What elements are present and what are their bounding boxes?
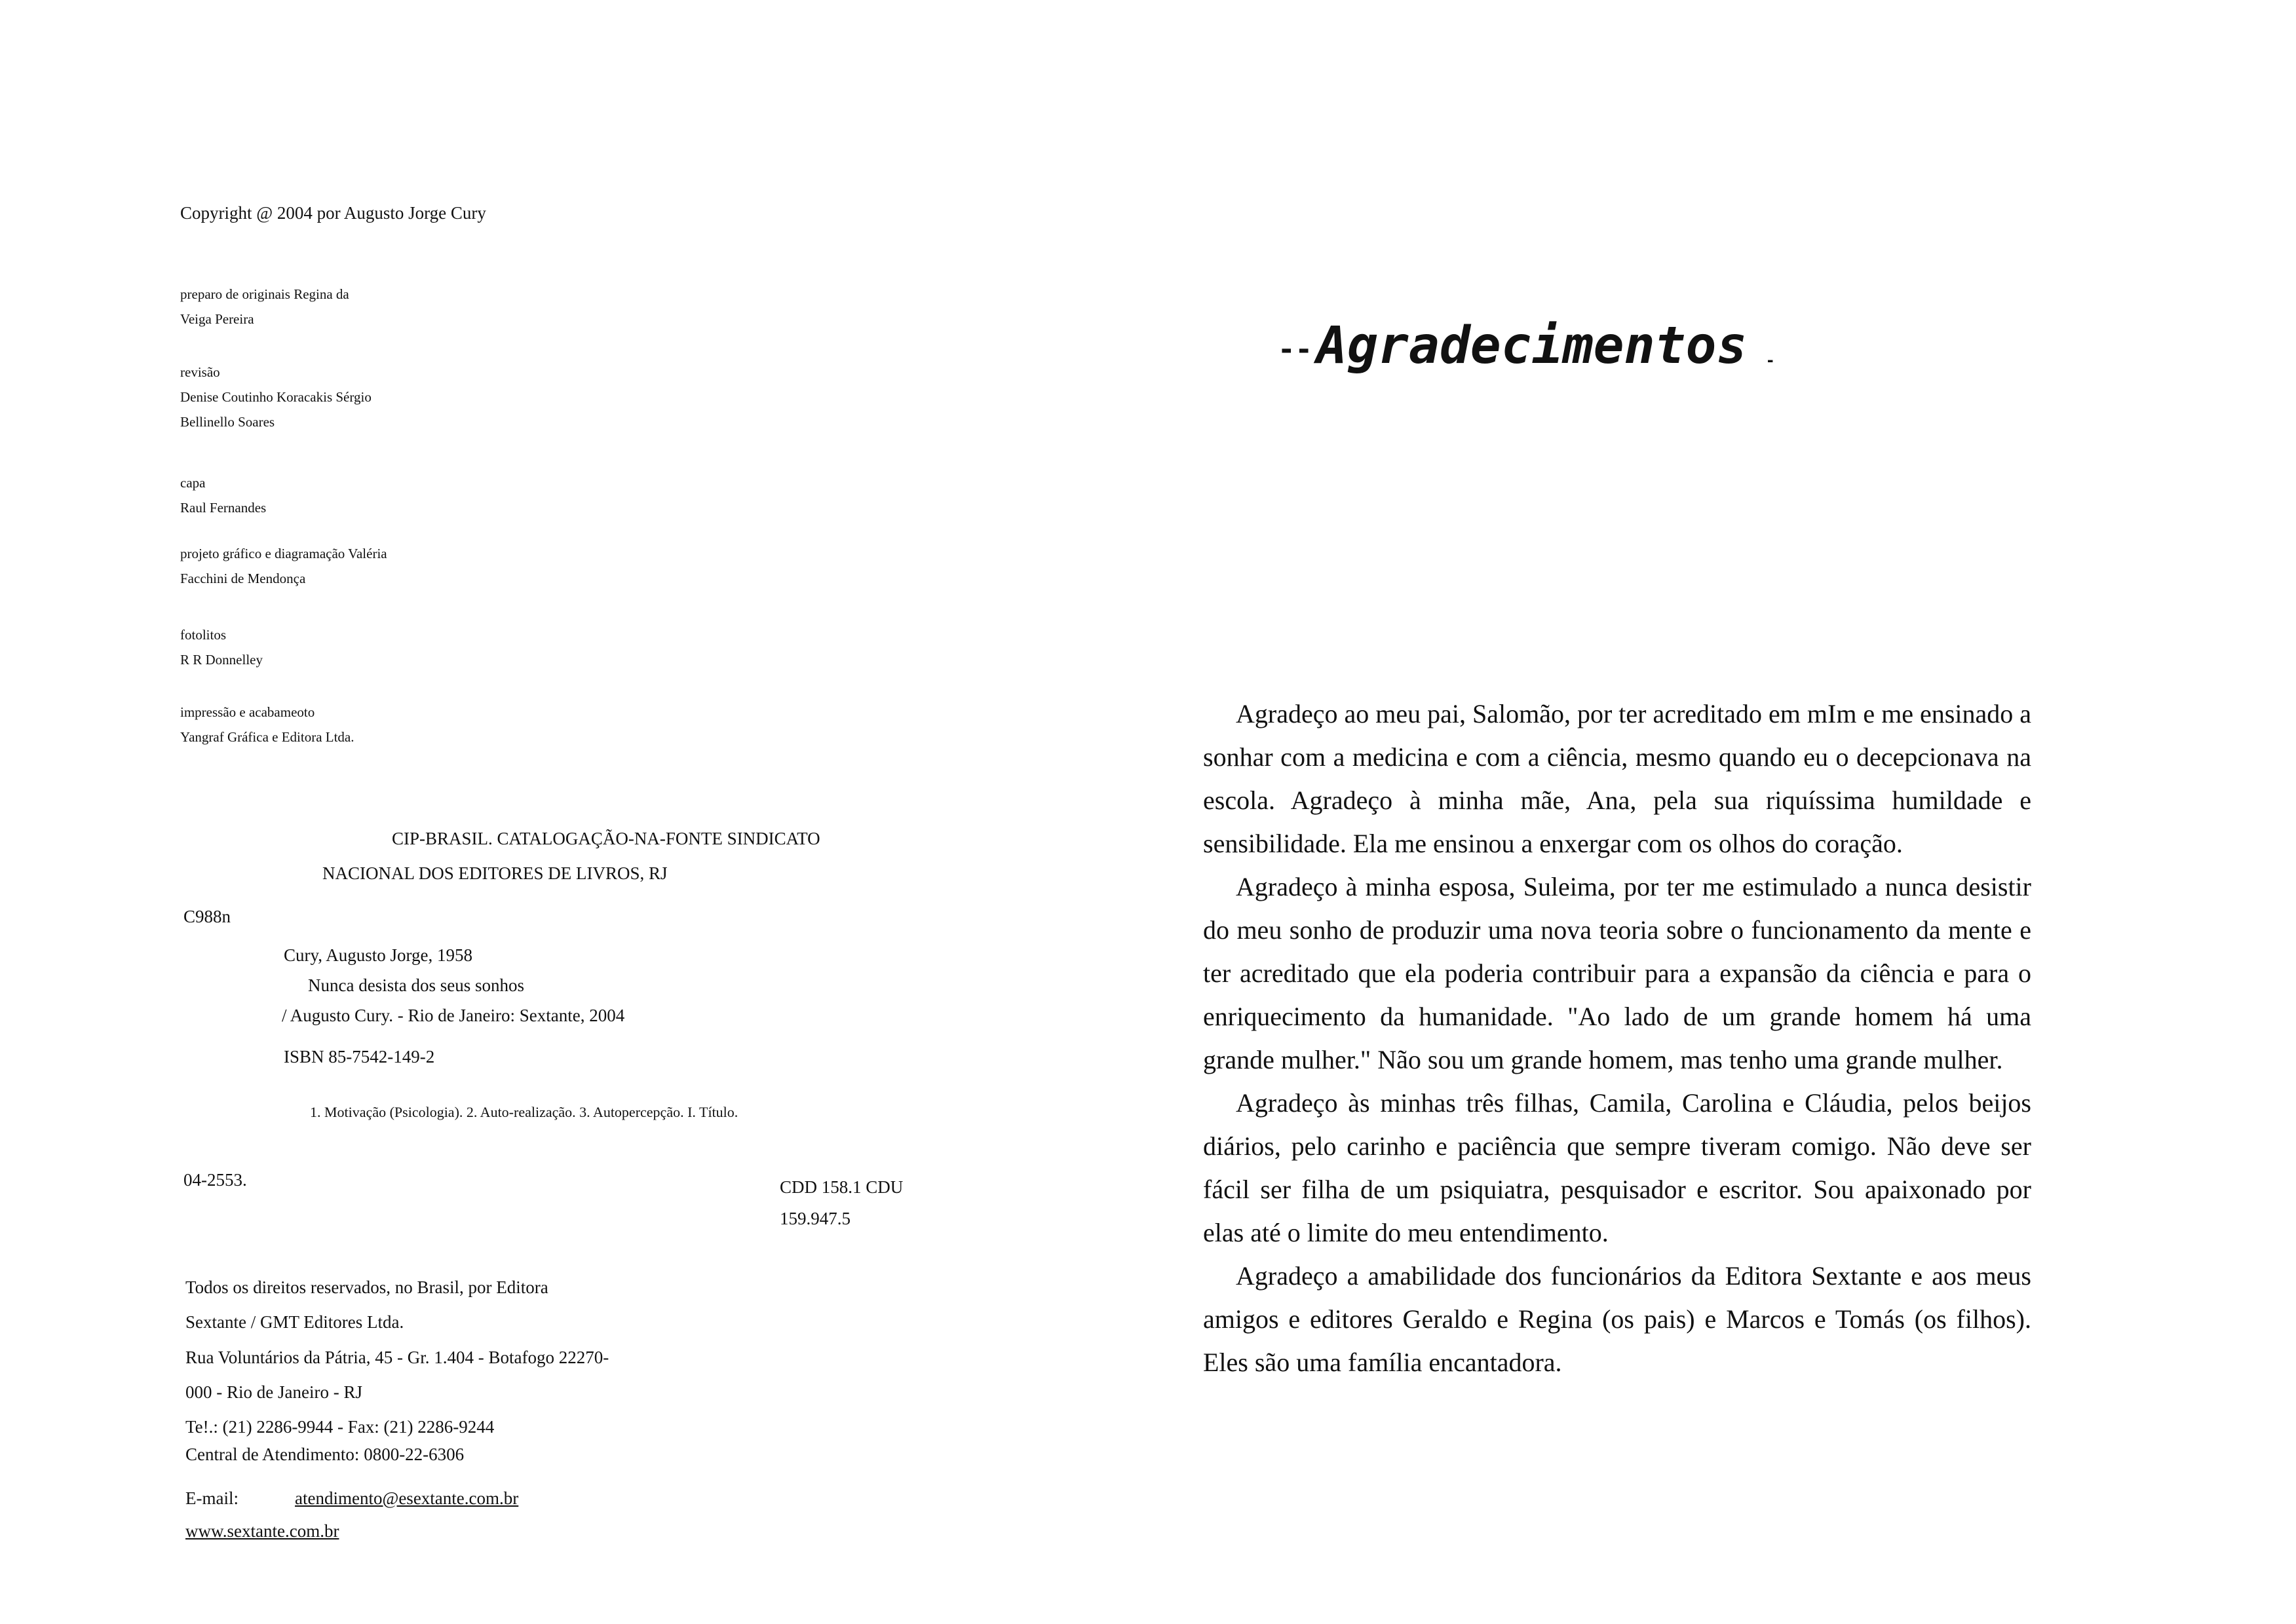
paragraph: Agradeço às minhas três filhas, Camila, Carolina e Cláudia, pelos beijos diários, pelo carinho e paciência que sempre tiveram comigo. Não deve ser fácil ser filha de um psiquiatra, pesquisador e escritor. Sou apaixonado por elas até o limite do meu entendimento. (1203, 1088, 2031, 1247)
credit-block-revisao (180, 360, 372, 434)
title-text: Agradecimentos (1316, 316, 1748, 375)
cip-subjects: 1. Motivação (Psicologia). 2. Auto-realização. 3. Autopercepção. I. Título. (310, 1104, 738, 1120)
email-label: E-mail: (185, 1488, 239, 1508)
email-link[interactable]: atendimento@esextante.com.br (295, 1488, 519, 1508)
paragraph: Agradeço ao meu pai, Salomão, por ter acreditado em mIm e me ensinado a sonhar com a medicina e com a ciência, mesmo quando eu o decepcionava na escola. Agradeço à minha mãe, Ana, pela sua riquíssima humildade e sensibilidade. Ela me ensinou a enxergar com os olhos do coração. (1203, 699, 2031, 858)
cip-imprint: / Augusto Cury. - Rio de Janeiro: Sextante, 2004 (282, 1006, 625, 1025)
credit-line: Yangraf Gráfica e Editora Ltda. (180, 729, 354, 745)
rights-central: Central de Atendimento: 0800-22-6306 (185, 1445, 465, 1464)
credit-block-fotolitos (180, 622, 263, 672)
credit-line: capa (180, 475, 206, 491)
cip-book-title: Nunca desista dos seus sonhos (308, 975, 524, 995)
title-prefix: -- (1278, 333, 1312, 366)
rights-line2: Sextante / GMT Editores Ltda. (185, 1312, 404, 1332)
rights-line1: Todos os direitos reservados, no Brasil, por Editora (185, 1277, 548, 1297)
credit-line: Denise Coutinho Koracakis Sérgio (180, 389, 372, 405)
rights-line4: 000 - Rio de Janeiro - RJ (185, 1382, 362, 1402)
credit-block-preparo (180, 282, 349, 331)
copyright-line: Copyright @ 2004 por Augusto Jorge Cury (180, 203, 486, 223)
cip-number: 04-2553. (183, 1170, 247, 1190)
cip-isbn: ISBN 85-7542-149-2 (284, 1047, 435, 1067)
credit-block-projeto (180, 541, 387, 591)
cip-code: C988n (183, 907, 231, 926)
website-link[interactable]: www.sextante.com.br (185, 1521, 339, 1541)
credit-line: Raul Fernandes (180, 500, 267, 516)
credit-line: impressão e acabameoto (180, 704, 315, 720)
credit-line: Bellinello Soares (180, 414, 275, 430)
cip-cdd-line1: CDD 158.1 CDU (780, 1177, 904, 1197)
rights-phone: Te!.: (21) 2286-9944 - Fax: (21) 2286-9244 (185, 1417, 495, 1437)
cip-heading-line2: NACIONAL DOS EDITORES DE LIVROS, RJ (322, 863, 668, 883)
credit-block-capa (180, 470, 266, 520)
cip-cdd-line2: 159.947.5 (780, 1209, 851, 1228)
credit-block-impressao (180, 700, 354, 749)
credit-line: preparo de originais Regina da (180, 286, 349, 302)
credit-line: revisão (180, 364, 220, 380)
title-suffix: - (1765, 351, 1775, 369)
credit-line: Facchini de Mendonça (180, 571, 306, 586)
paragraph: Agradeço a amabilidade dos funcionários da Editora Sextante e aos meus amigos e editores Geraldo e Regina (os pais) e Marcos e Tomás (os filhos). Eles são uma família encantadora. (1203, 1261, 2031, 1377)
acknowledgements-body (1203, 692, 2031, 1384)
credit-line: R R Donnelley (180, 652, 263, 668)
cip-heading-line1: CIP-BRASIL. CATALOGAÇÃO-NA-FONTE SINDICATO (392, 829, 820, 848)
credit-line: Veiga Pereira (180, 311, 254, 327)
page-title (1278, 313, 1775, 393)
rights-line3: Rua Voluntários da Pátria, 45 - Gr. 1.404 - Botafogo 22270- (185, 1348, 609, 1367)
credit-line: fotolitos (180, 627, 227, 643)
credit-line: projeto gráfico e diagramação Valéria (180, 546, 387, 561)
cip-author: Cury, Augusto Jorge, 1958 (284, 945, 473, 965)
paragraph: Agradeço à minha esposa, Suleima, por ter me estimulado a nunca desistir do meu sonho de produzir uma nova teoria sobre o funcionamento da mente e ter acreditado que ela poderia contribuir para a expansão da ciência e para o enriquecimento da humanidade. "Ao lado de um grande homem há uma grande mulher." Não sou um grande homem, mas tenho uma grande mulher. (1203, 872, 2031, 1074)
